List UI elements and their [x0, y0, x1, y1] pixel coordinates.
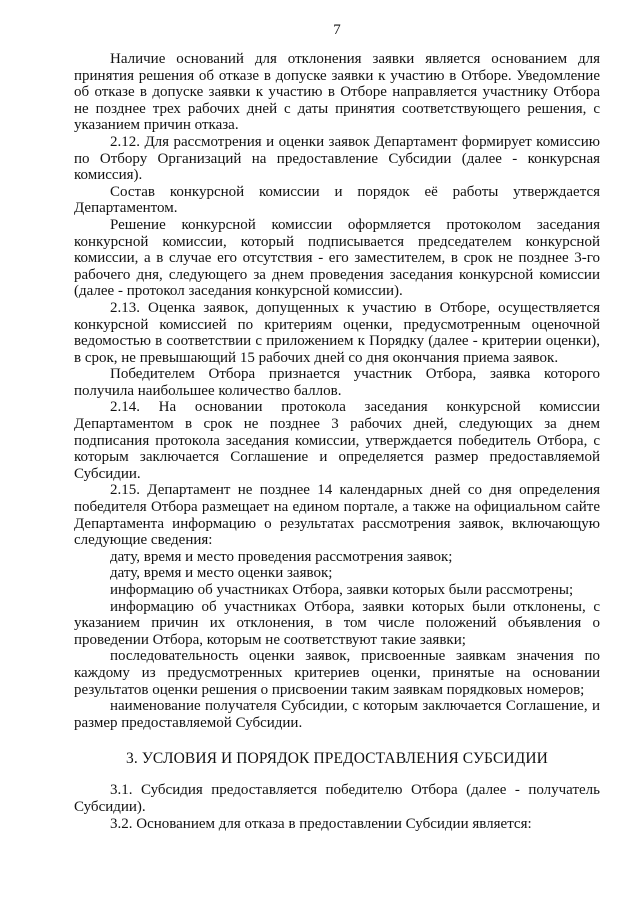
paragraph-2-14: 2.14. На основании протокола заседания конкурсной комиссии Департаментом в срок не позднее 3 рабочих дней, следующих за днем подписания протокола заседания комиссии, утверждается победитель Отбора, с которым заключается Соглашение и определяется размер предоставляемой Субсидии. — [74, 399, 600, 482]
paragraph-grounds-rejection: Наличие оснований для отклонения заявки является основанием для принятия решения об отказе в допуске заявки к участию в Отборе. Уведомление об отказе в допуске заявки к участию в Отборе направляется участнику Отбора не позднее трех рабочих дней с даты принятия соответствующего решения, с указанием причин отказа. — [74, 51, 600, 134]
list-item-rejected-participants: информацию об участниках Отбора, заявки которых были отклонены, с указанием причин их отклонения, в том числе положений объявления о проведении Отбора, которым не соответствуют такие заявки; — [74, 598, 600, 648]
list-item-evaluation-date: дату, время и место оценки заявок; — [110, 565, 333, 582]
paragraph-3-2: 3.2. Основанием для отказа в предоставлении Субсидии является: — [110, 815, 532, 832]
paragraph-3-1: 3.1. Субсидия предоставляется победителю Отбора (далее - получатель Субсидии). — [74, 782, 600, 815]
paragraph-2-13: 2.13. Оценка заявок, допущенных к участию в Отборе, осуществляется конкурсной комиссией по критериям оценки, предусмотренным оценочной ведомостью в соответствии с приложением к Порядку (далее - критерии оценки), в срок, не превышающий 15 рабочих дней со дня окончания приема заявок. — [74, 299, 600, 366]
list-item-evaluation-sequence: последовательность оценки заявок, присвоенные заявкам значения по каждому из предусмотренных критериев оценки, принятые на основании результатов оценки решения о присвоении таким заявкам порядковых номеров; — [74, 648, 600, 698]
document-page — [74, 22, 600, 832]
paragraph-commission-composition: Состав конкурсной комиссии и порядок её работы утверждается Департаментом. — [74, 183, 600, 217]
section-title: 3. УСЛОВИЯ И ПОРЯДОК ПРЕДОСТАВЛЕНИЯ СУБСИДИИ — [126, 750, 548, 768]
list-item-recipient-name: наименование получателя Субсидии, с которым заключается Соглашение, и размер предоставляемой Субсидии. — [74, 698, 600, 731]
paragraph-winner: Победителем Отбора признается участник Отбора, заявка которого получила наибольшее количество баллов. — [74, 366, 600, 399]
paragraph-commission-decision: Решение конкурсной комиссии оформляется протоколом заседания конкурсной комиссии, который подписывается председателем конкурсной комиссии, а в случае его отсутствия - его заместителем, в срок не позднее 3-го рабочего дня, следующего за днем проведения заседания конкурсной комиссии (далее - протокол заседания конкурсной комиссии). — [74, 216, 600, 300]
page-number: 7 — [333, 22, 341, 38]
list-item-review-date: дату, время и место проведения рассмотрения заявок; — [110, 548, 453, 565]
paragraph-2-12: 2.12. Для рассмотрения и оценки заявок Департамент формирует комиссию по Отбору Организаций на предоставление Субсидии (далее - конкурсная комиссия). — [74, 133, 600, 184]
list-item-reviewed-participants: информацию об участниках Отбора, заявки которых были рассмотрены; — [110, 582, 574, 598]
paragraph-2-15: 2.15. Департамент не позднее 14 календарных дней со дня определения победителя Отбора размещает на едином портале, а также на официальном сайте Департамента информацию о результатах рассмотрения заявок, включающую следующие сведения: — [74, 482, 600, 549]
